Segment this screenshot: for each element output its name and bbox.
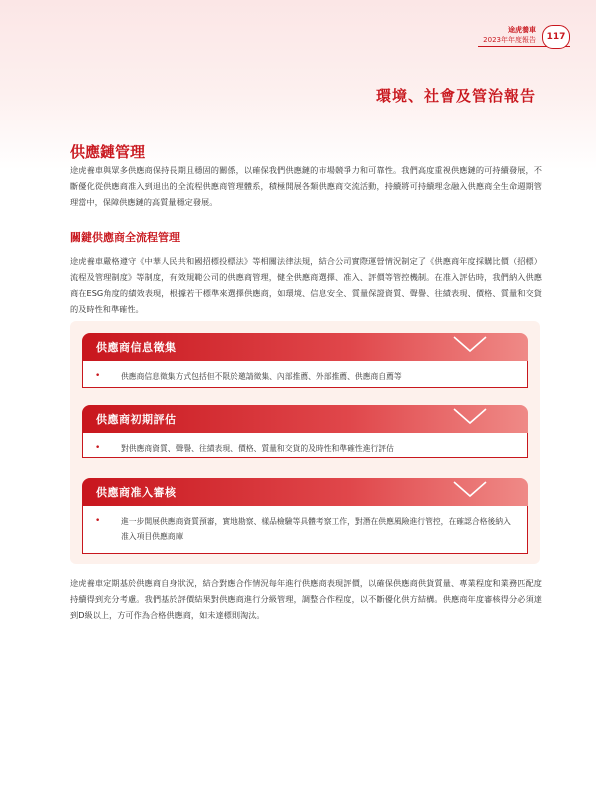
subsection-intro: 途虎養車嚴格遵守《中華人民共和國招標投標法》等相關法律法規，結合公司實際運營情況制定了《供應商年度採購比價（招標）流程及管理制度》等制度，有效規範公司的供應商管理，健全供應商選擇、准入、評價等管控機制。在准入評估時，我們納入供應商在ESG角度的績效表現，根據若干標準來選擇供應商，如環境、信息安全、質量保證資質、聲譽、往績表現、價格、質量和交貨的及時性和準確性。 bbox=[70, 256, 542, 314]
stage-header bbox=[82, 333, 528, 361]
report-year: 2023年年度報告 bbox=[483, 36, 536, 44]
chevron-down-icon bbox=[452, 480, 488, 500]
stage-label: 供應商准入審核 bbox=[96, 486, 177, 499]
stage-body bbox=[82, 433, 528, 458]
stage-header bbox=[82, 478, 528, 506]
stage-label: 供應商信息徵集 bbox=[96, 341, 177, 354]
closing-paragraph: 途虎養車定期基於供應商自身狀況，結合對應合作情況每年進行供應商表現評價，以確保供應商供貨質量、專業程度和業務匹配度持續得到充分考慮。我們基於評價結果對供應商進行分級管理，調整合作程度，以不斷優化供方結構。供應商年度審核得分必須達到D級以上，方可作為合格供應商，如未達標則淘汰。 bbox=[70, 578, 542, 620]
bullet-icon: • bbox=[95, 516, 101, 526]
stage-text: 供應商信息徵集方式包括但不限於邀請徵集、內部推薦、外部推薦、供應商自薦等 bbox=[121, 372, 402, 381]
section-intro: 途虎養車與眾多供應商保持長期且穩固的關係，以確保我們供應鏈的市場競爭力和可靠性。我們高度重視供應鏈的可持續發展，不斷優化從供應商准入到退出的全流程供應商管理體系，積極開展各類供應商交流活動，持續將可持續理念融入供應商全生命週期管理當中，保障供應鏈的高質量穩定發展。 bbox=[70, 165, 542, 207]
stage-body bbox=[82, 361, 528, 388]
chevron-down-icon bbox=[452, 407, 488, 427]
brand-name: 途虎養車 bbox=[508, 26, 536, 34]
section-title: 供應鏈管理 bbox=[70, 143, 146, 161]
page-number-badge: 117 bbox=[542, 25, 570, 49]
process-stage-admission-review bbox=[82, 478, 528, 554]
subsection-title: 關鍵供應商全流程管理 bbox=[70, 231, 180, 244]
stage-label: 供應商初期評估 bbox=[96, 413, 177, 426]
stage-body bbox=[82, 506, 528, 554]
stage-header bbox=[82, 405, 528, 433]
process-stage-initial-evaluation bbox=[82, 405, 528, 458]
header-brand bbox=[483, 25, 536, 45]
chevron-down-icon bbox=[452, 335, 488, 355]
bullet-icon: • bbox=[95, 443, 101, 453]
stage-text: 進一步開展供應商資質預審，實地勘察、樣品檢驗等具體考察工作，對潛在供應風險進行管控，在確認合格後納入准入項目供應商庫 bbox=[121, 517, 511, 541]
bullet-icon: • bbox=[95, 371, 101, 381]
stage-text: 對供應商資質、聲譽、往績表現、價格、質量和交貨的及時性和準確性進行評估 bbox=[121, 444, 394, 453]
process-stage-info-collection bbox=[82, 333, 528, 388]
report-title: 環境、社會及管治報告 bbox=[375, 87, 536, 105]
